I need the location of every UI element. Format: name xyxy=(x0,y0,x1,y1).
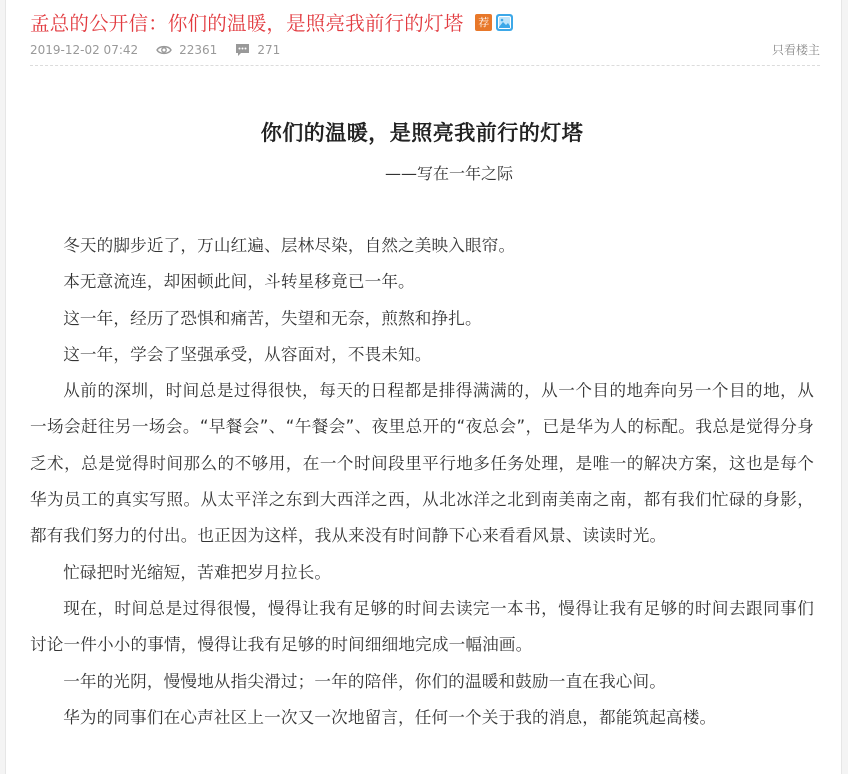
article-subtitle: ——写在一年之际 xyxy=(385,164,514,183)
paragraph: 本无意流连，却困顿此间，斗转星移竟已一年。 xyxy=(63,272,415,292)
image-icon xyxy=(496,14,513,31)
owner-only-link[interactable]: 只看楼主 xyxy=(771,43,820,57)
post-title-text: 孟总的公开信：你们的温暖，是照亮我前行的灯塔 xyxy=(30,12,464,35)
views-count xyxy=(156,43,217,57)
paragraph: 华为的同事们在心声社区上一次又一次地留言，任何一个关于我的消息，都能筑起高楼。 xyxy=(63,707,717,727)
paragraph: 冬天的脚步近了，万山红遍、层林尽染，自然之美映入眼帘。 xyxy=(63,236,516,255)
views-value: 22361 xyxy=(179,42,218,57)
article-heading: 你们的温暖，是照亮我前行的灯塔 xyxy=(260,121,584,145)
paragraph: 从前的深圳，时间总是过得很快，每天的日程都是排得满满的，从一个目的地奔向另一个目的地，从一场会赶往另一场会。“早餐会”、“午餐会”、夜里总开的“夜总会”，已是华为人的标配。我总是觉得分身乏术，总是觉得时间那么的不够用，在一个时间段里平行地多任务处理，是唯一的解决方案，这也是每个华为员工的真实写照。从太平洋之东到大西洋之西，从北冰洋之北到南美南之南，都有我们忙碌的身影，都有我们努力的付出。也正因为这样，我从来没有时间静下心来看看风景、读读时光。 xyxy=(30,381,814,546)
comments-value: 271 xyxy=(257,42,281,57)
paragraph: 现在，时间总是过得很慢，慢得让我有足够的时间去读完一本书，慢得让我有足够的时间去跟同事们讨论一件小小的事情，慢得让我有足够的时间细细地完成一幅油画。 xyxy=(30,598,814,655)
post-meta xyxy=(30,41,820,58)
post-card xyxy=(5,0,842,774)
article-paragraphs xyxy=(30,228,814,736)
paragraph: 一年的光阴，慢慢地从指尖滑过；一年的陪伴，你们的温暖和鼓励一直在我心间。 xyxy=(63,671,666,691)
comments-count xyxy=(235,43,280,57)
post-title xyxy=(30,8,513,36)
paragraph: 这一年，经历了恐惧和痛苦，失望和无奈，煎熬和挣扎。 xyxy=(63,308,482,328)
post-badges xyxy=(475,14,513,31)
post-datetime: 2019-12-02 07:42 xyxy=(30,42,139,57)
comment-icon xyxy=(235,43,250,57)
recommended-badge-icon: 荐 xyxy=(475,14,492,31)
meta-divider xyxy=(30,65,820,66)
paragraph: 这一年，学会了坚强承受，从容面对，不畏未知。 xyxy=(63,344,432,364)
eye-icon xyxy=(156,44,172,56)
paragraph: 忙碌把时光缩短，苦难把岁月拉长。 xyxy=(63,562,332,582)
